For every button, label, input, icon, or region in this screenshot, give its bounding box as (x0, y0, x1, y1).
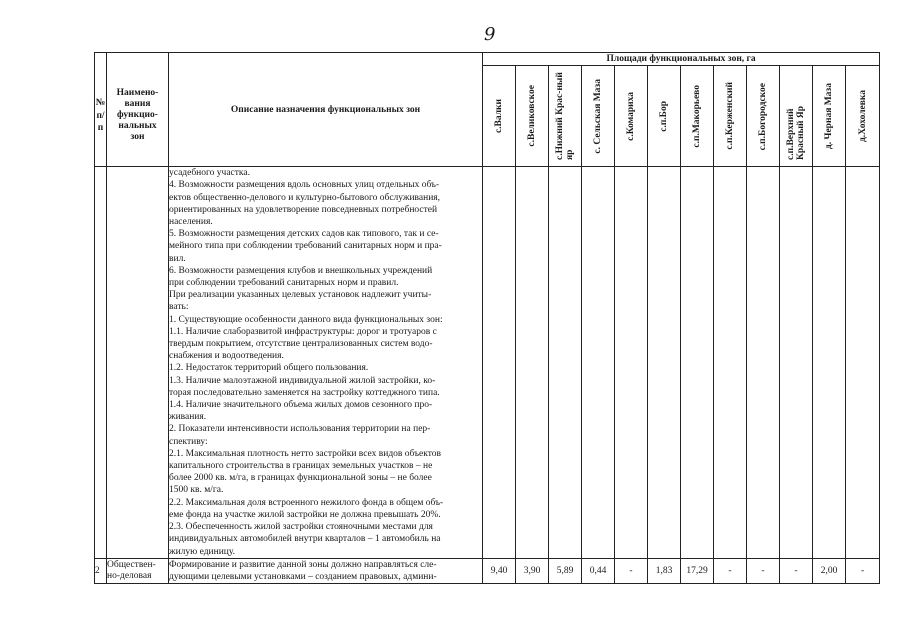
row-num (95, 167, 107, 559)
area-value (516, 167, 549, 559)
settlement-name: с.Нижний Крас-ный яр (555, 72, 575, 161)
settlement-header (813, 66, 846, 167)
header-name (107, 53, 169, 167)
settlement-header (714, 66, 747, 167)
area-value: 5,89 (549, 558, 582, 583)
zone-name: Обществен- но-деловая (107, 558, 169, 583)
settlement-name: д. Черная Маза (824, 83, 834, 150)
zone-description: Формирование и развитие данной зоны должно направляться сле- дующими целевыми установками – созданием правовых, админи- (169, 558, 483, 583)
settlement-name: д.Хохолевка (857, 90, 868, 143)
header-num-label: № п/ п (95, 98, 106, 133)
settlement-name: с.п.Макорьево (692, 84, 702, 148)
header-description (169, 53, 483, 167)
settlement-name: с.Валки (494, 99, 504, 134)
table-row (95, 167, 880, 559)
settlement-name: с.п.Бор (659, 100, 669, 132)
settlement-header (780, 66, 813, 167)
area-value: 17,29 (681, 558, 714, 583)
area-value: - (846, 558, 880, 583)
header-areas-label: Площади функциональных зон, га (606, 54, 756, 64)
area-value: 1,83 (648, 558, 681, 583)
area-value: 0,44 (582, 558, 615, 583)
settlement-header (648, 66, 681, 167)
settlement-name: с.Комариха (626, 91, 636, 141)
settlement-header (681, 66, 714, 167)
area-value (483, 167, 516, 559)
settlement-name: с. Сельская Маза (593, 78, 603, 154)
area-value (681, 167, 714, 559)
area-value (615, 167, 648, 559)
settlement-header (846, 66, 880, 167)
settlement-name: с.п.Верхний Красный Яр (786, 106, 806, 161)
header-num (95, 53, 107, 167)
settlement-header (549, 66, 582, 167)
settlement-header (582, 66, 615, 167)
settlement-name: с.п.Богородское (758, 82, 768, 150)
settlement-header (747, 66, 780, 167)
area-value: - (714, 558, 747, 583)
header-name-label: Наимено- вания функцио- нальных зон (116, 87, 159, 142)
area-value (582, 167, 615, 559)
area-value (846, 167, 880, 559)
settlement-header (615, 66, 648, 167)
page-number: 9 (484, 24, 496, 45)
zone-name (107, 167, 169, 559)
table-row (95, 558, 880, 583)
area-value (747, 167, 780, 559)
area-value (648, 167, 681, 559)
settlement-header (483, 66, 516, 167)
settlement-name: с.Великовское (527, 85, 537, 147)
area-value: 3,90 (516, 558, 549, 583)
row-num: 2 (95, 558, 107, 583)
functional-zones-table (94, 52, 880, 584)
settlement-header (516, 66, 549, 167)
area-value: 9,40 (483, 558, 516, 583)
header-areas (483, 53, 880, 66)
zone-description: усадебного участка. 4. Возможности размещения вдоль основных улиц отдельных объ- ектов общественно-делового и культурно-бытового обслуживания, ориентированных на удовлетворение повседневных потребностей населения. 5. Возможности размещения детских садов как типового, так и се- мейного типа при соблюдении требований санитарных норм и пра- вил. 6. Возможности размещения клубов и внешкольных учреждений при соблюдении требований санитарных норм и правил. При реализации указанных целевых установок надлежит учиты- вать: 1. Существующие особенности данного вида функциональных зон: 1.1. Наличие слаборазвитой инфраструктуры: дорог и тротуаров с твердым покрытием, отсутствие централизованных систем водо- снабжения и водоотведения. 1.2. Недостаток территорий общего пользования. 1.3. Наличие малоэтажной индивидуальной жилой застройки, ко- торая последовательно заменяется на застройку коттеджного типа. 1.4. Наличие значительного объема жилых домов сезонного про- живания. 2. Показатели интенсивности использования территории на пер- спективу: 2.1. Максимальная плотность нетто застройки всех видов объектов капитального строительства в границах земельных участков – не более 2000 кв. м/га, в границах функциональной зоны – не более 1500 кв. м/га. 2.2. Максимальная доля встроенного нежилого фонда в общем объ- еме фонда на участке жилой застройки не должна превышать 20%. 2.3. Обеспеченность жилой застройки стояночными местами для индивидуальных автомобилей внутри кварталов – 1 автомобиль на жилую единицу. (169, 167, 483, 559)
area-value: 2,00 (813, 558, 846, 583)
area-value (780, 167, 813, 559)
area-value: - (780, 558, 813, 583)
area-value: - (747, 558, 780, 583)
area-value (549, 167, 582, 559)
area-value (813, 167, 846, 559)
area-value: - (615, 558, 648, 583)
header-description-label: Описание назначения функциональных зон (230, 104, 421, 115)
area-value (714, 167, 747, 559)
settlement-name: с.п.Керженский (725, 82, 735, 150)
